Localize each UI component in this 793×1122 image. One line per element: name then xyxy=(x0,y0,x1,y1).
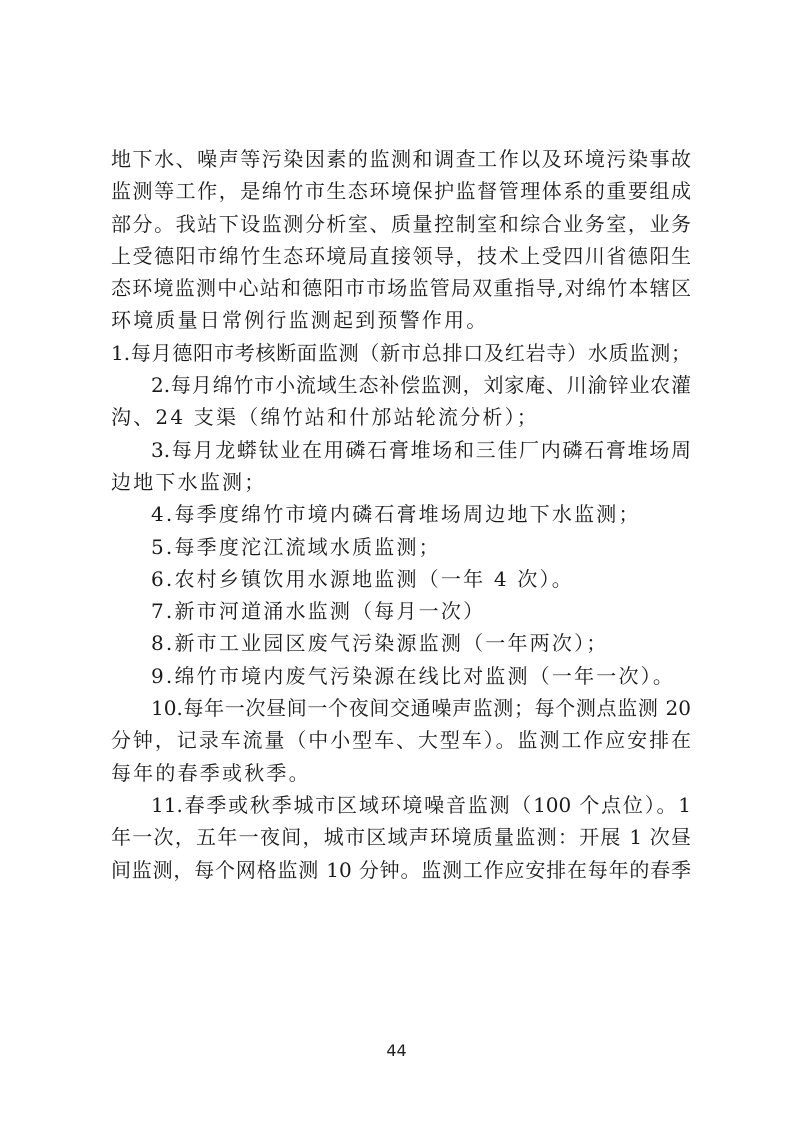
page-number: 44 xyxy=(386,1041,407,1060)
list-item-11-continued: 年一次，五年一夜间，城市区域声环境质量监测：开展 1 次昼 xyxy=(111,825,691,850)
list-item-1: 1.每月德阳市考核断面监测（新市总排口及红岩寺）水质监测； xyxy=(111,340,691,365)
text-line: 地下水、噪声等污染因素的监测和调查工作以及环境污染事故 xyxy=(111,147,691,171)
list-item-11: 11.春季或秋季城市区域环境噪音监测（100 个点位）。1 xyxy=(151,792,691,817)
list-item-2: 2.每月绵竹市小流域生态补偿监测，刘家庵、川渝锌业农灌 xyxy=(151,373,691,398)
list-item-10-continued: 每年的春季或秋季。 xyxy=(111,760,311,785)
list-item-9: 9.绵竹市境内废气污染源在线比对监测（一年一次）。 xyxy=(151,663,676,688)
list-item-3: 3.每月龙蟒钛业在用磷石膏堆场和三佳厂内磷石膏堆场周 xyxy=(151,437,691,462)
list-item-3-continued: 边地下水监测； xyxy=(111,469,267,494)
body-text xyxy=(111,143,691,886)
text-line: 环境质量日常例行监测起到预警作用。 xyxy=(111,308,489,333)
text-line: 部分。我站下设监测分析室、质量控制室和综合业务室，业务 xyxy=(111,211,691,236)
list-item-4: 4.每季度绵竹市境内磷石膏堆场周边地下水监测； xyxy=(151,502,641,527)
list-item-11-continued: 间监测，每个网格监测 10 分钟。监测工作应安排在每年的春季 xyxy=(111,857,691,882)
text-line: 态环境监测中心站和德阳市市场监管局双重指导,对绵竹本辖区 xyxy=(111,276,691,301)
list-item-8: 8.新市工业园区废气污染源监测（一年两次）； xyxy=(151,631,609,656)
text-line: 上受德阳市绵竹生态环境局直接领导，技术上受四川省德阳生 xyxy=(111,243,691,268)
list-item-10-continued: 分钟，记录车流量（中小型车、大型车）。监测工作应安排在 xyxy=(111,728,691,753)
list-item-7: 7.新市河道涌水监测（每月一次） xyxy=(151,599,486,624)
list-item-2-continued: 沟、24 支渠（绵竹站和什邡站轮流分析）； xyxy=(111,405,540,430)
list-item-6: 6.农村乡镇饮用水源地监测（一年 4 次）。 xyxy=(151,566,574,591)
list-item-10: 10.每年一次昼间一个夜间交通噪声监测；每个测点监测 20 xyxy=(151,696,691,721)
text-line: 监测等工作，是绵竹市生态环境保护监督管理体系的重要组成 xyxy=(111,179,691,204)
list-item-5: 5.每季度沱江流域水质监测； xyxy=(151,534,441,559)
